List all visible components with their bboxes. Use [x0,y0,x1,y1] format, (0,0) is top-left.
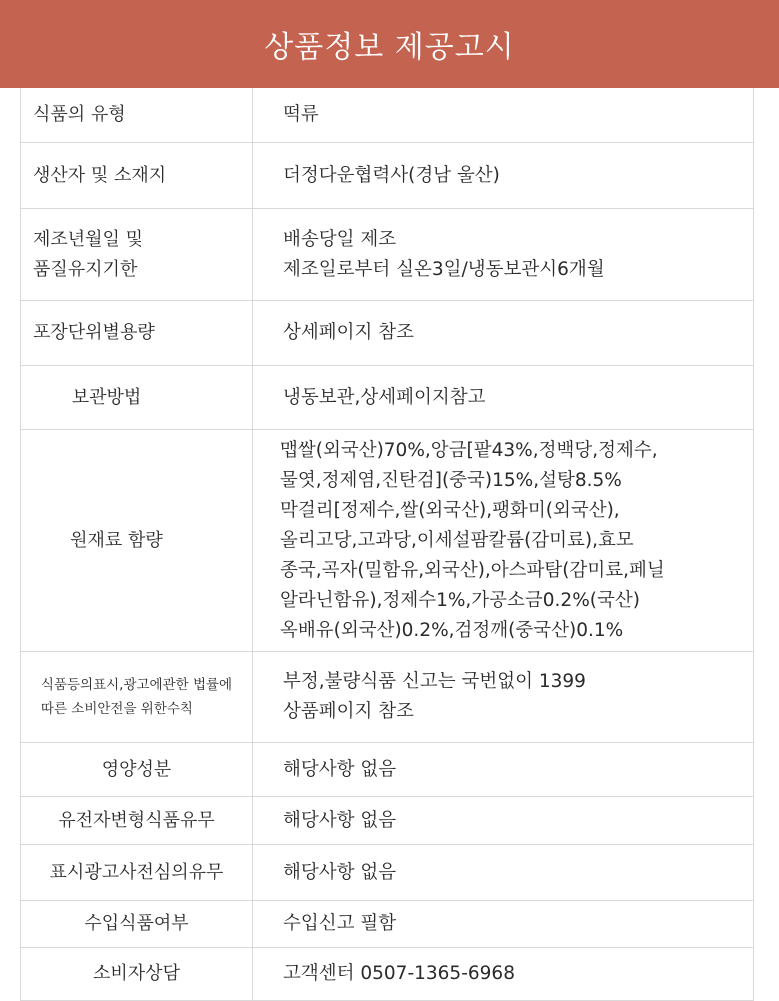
table-row-safety-rules [21,652,753,743]
row-label: 보관방법 [21,366,253,429]
row-label: 포장단위별용량 [21,301,253,365]
row-label: 유전자변형식품유무 [21,797,253,844]
row-label: 원재료 함량 [21,430,253,651]
row-label: 제조년월일 및 품질유지기한 [21,209,253,300]
table-row-producer [21,143,753,209]
table-row-manufacture-date [21,209,753,301]
table-row-ingredients [21,430,753,652]
row-value: 냉동보관,상세페이지참고 [283,386,486,408]
row-value: 해당사항 없음 [283,861,397,883]
row-value: 부정,불량식품 신고는 국번없이 1399 상품페이지 참조 [283,671,586,722]
row-value: 상세페이지 참조 [283,322,414,343]
row-label: 표시광고사전심의유무 [21,845,253,900]
table-row-import [21,901,753,948]
product-info-table [20,88,754,1001]
row-label: 식품의 유형 [21,88,253,142]
table-row-consumer-service [21,948,753,1001]
table-row-storage [21,366,753,430]
table-row-food-type [21,88,753,143]
row-value: 더정다운협력사(경남 울산) [283,164,500,186]
table-row-gmo [21,797,753,845]
row-value: 해당사항 없음 [283,758,397,780]
row-value: 해당사항 없음 [283,809,397,831]
table-row-package-capacity [21,301,753,366]
row-value: 떡류 [283,104,319,125]
row-value: 맵쌀(외국산)70%,앙금[팥43%,정백당,정제수, 물엿,정제염,진탄검](중국)15%,설탕8.5% 막걸리[정제수,쌀(외국산),팽화미(외국산), 올리고당,고과당,이세설팜칼륨(감미료),효모 종국,곡자(밀함유,외국산),아스파탐(감미료,페닐 알라닌함유),정제수1%,가공소금0.2%(국산) 옥배유(외국산)0.2%,검정깨(중국산)0.1% [280,439,665,641]
row-value: 고객센터 0507-1365-6968 [283,963,515,984]
table-row-ad-review [21,845,753,901]
row-value: 수입신고 필함 [283,913,397,934]
page-title: 상품정보 제공고시 [264,30,515,65]
row-value: 배송당일 제조 제조일로부터 실온3일/냉동보관시6개월 [283,228,605,280]
row-label: 수입식품여부 [21,901,253,947]
page-header [0,0,779,88]
table-row-nutrition [21,743,753,797]
row-label: 소비자상담 [21,948,253,1000]
row-label: 생산자 및 소재지 [21,143,253,208]
row-label: 식품등의표시,광고에관한 법률에 따른 소비안전을 위한수칙 [21,652,253,742]
row-label: 영양성분 [21,743,253,796]
